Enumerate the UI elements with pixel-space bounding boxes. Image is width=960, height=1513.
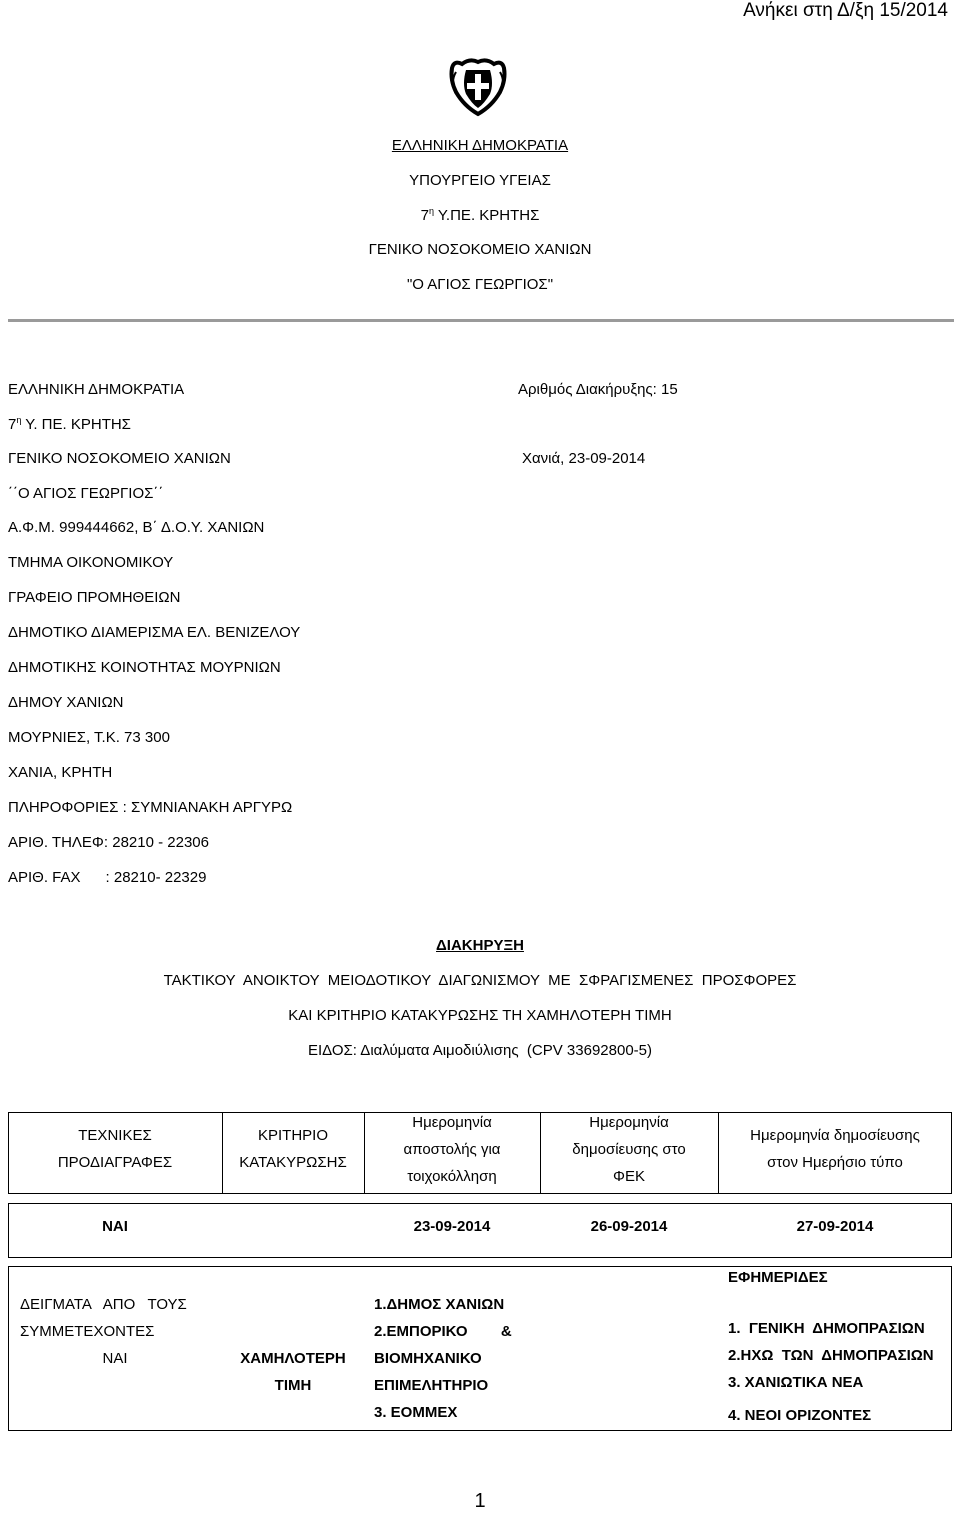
- header-line: αποστολής για: [403, 1141, 501, 1158]
- samples-line: ΔΕΙΓΜΑΤΑ ΑΠΟ ΤΟΥΣ: [20, 1296, 187, 1313]
- sender-district: ΔΗΜΟΤΙΚΟ ΔΙΑΜΕΡΙΣΜΑ ΕΛ. ΒΕΝΙΖΕΛΟΥ: [8, 624, 301, 641]
- letterhead-health-region: $7^\eta$ Υ.ΠΕ. ΚΡΗΤΗΣ: [420, 206, 540, 224]
- samples-line: ΣΥΜΜΕΤΕΧΟΝΤΕΣ: [20, 1323, 155, 1340]
- sender-postal-address: ΜΟΥΡΝΙΕΣ, Τ.Κ. 73 300: [8, 729, 170, 746]
- header-line: τοιχοκόλληση: [407, 1168, 497, 1185]
- header-line: ΚΑΤΑΚΥΡΩΣΗΣ: [239, 1154, 347, 1171]
- header-line: Ημερομηνία: [412, 1114, 492, 1131]
- letterhead-ministry: ΥΠΟΥΡΓΕΙΟ ΥΓΕΙΑΣ: [409, 172, 551, 189]
- sender-municipality: ΔΗΜΟΥ ΧΑΝΙΩΝ: [8, 694, 124, 711]
- header-line: στον Ημερήσιο τύπο: [767, 1154, 903, 1171]
- technical-specs-value: ΝΑΙ: [102, 1218, 128, 1235]
- place-and-date: Χανιά, 23-09-2014: [522, 450, 646, 467]
- header-divider: [8, 319, 954, 322]
- recipient-line: 1.ΔΗΜΟΣ ΧΑΝΙΩΝ: [374, 1296, 505, 1313]
- newspaper-item: 2.ΗΧΩ ΤΩΝ ΔΗΜΟΠΡΑΣΙΩΝ: [728, 1347, 934, 1364]
- recipient-line: ΕΠΙΜΕΛΗΤΗΡΙΟ: [374, 1377, 489, 1394]
- letterhead-republic: ΕΛΛΗΝΙΚΗ ΔΗΜΟΚΡΑΤΙΑ: [391, 137, 569, 154]
- criterion-line: ΤΙΜΗ: [274, 1377, 312, 1394]
- award-criterion-value: [222, 1345, 364, 1399]
- sender-hospital: ΓΕΝΙΚΟ ΝΟΣΟΚΟΜΕΙΟ ΧΑΝΙΩΝ: [8, 450, 231, 467]
- header-gazette-date: [540, 1109, 718, 1190]
- sender-community: ΔΗΜΟΤΙΚΗΣ ΚΟΙΝΟΤΗΤΑΣ ΜΟΥΡΝΙΩΝ: [8, 659, 281, 676]
- page-number: 1: [474, 1490, 486, 1512]
- announcement-heading: ΔΙΑΚΗΡΥΞΗ: [436, 937, 524, 954]
- header-line: ΚΡΙΤΗΡΙΟ: [257, 1127, 328, 1144]
- coat-of-arms-icon: [446, 54, 510, 118]
- sender-phone: ΑΡΙΘ. ΤΗΛΕΦ: 28210 - 22306: [8, 834, 209, 851]
- sender-contact-person: ΠΛΗΡΟΦΟΡΙΕΣ : ΣΥΜΝΙΑΝΑΚΗ ΑΡΓΥΡΩ: [8, 799, 293, 816]
- header-line: δημοσίευσης στο: [572, 1141, 686, 1158]
- announcement-item-type: ΕΙΔΟΣ: Διαλύματα Αιμοδιύλισης (CPV 33692800-5): [307, 1042, 652, 1059]
- sender-republic: ΕΛΛΗΝΙΚΗ ΔΗΜΟΚΡΑΤΙΑ: [8, 381, 185, 398]
- header-award-criterion: [222, 1122, 364, 1176]
- header-line: ΠΡΟΔΙΑΓΡΑΦΕΣ: [57, 1154, 173, 1171]
- samples-cell: [20, 1291, 210, 1372]
- sender-department: ΤΜΗΜΑ ΟΙΚΟΝΟΜΙΚΟΥ: [8, 554, 174, 571]
- announcement-number: Αριθμός Διακήρυξης: 15: [518, 381, 678, 398]
- criterion-line: ΧΑΜΗΛΟΤΕΡΗ: [240, 1350, 346, 1367]
- recipient-line: 3. ΕΟΜΜΕΧ: [374, 1404, 458, 1421]
- newspaper-item: 1. ΓΕΝΙΚΗ ΔΗΜΟΠΡΑΣΙΩΝ: [728, 1320, 925, 1337]
- document-reference-note: Ανήκει στη Δ/ξη 15/2014: [743, 0, 948, 21]
- newspaper-item: 4. ΝΕΟΙ ΟΡΙΖΟΝΤΕΣ: [728, 1407, 872, 1424]
- posting-recipients: [374, 1291, 512, 1426]
- header-technical-specs: [8, 1122, 222, 1176]
- sender-fax: ΑΡΙΘ. FAX : 28210- 22329: [8, 869, 207, 886]
- newspapers-list: [728, 1264, 934, 1429]
- announcement-subtitle-2: ΚΑΙ ΚΡΙΤΗΡΙΟ ΚΑΤΑΚΥΡΩΣΗΣ ΤΗ ΧΑΜΗΛΟΤΕΡΗ ΤΙΜΗ: [288, 1007, 672, 1024]
- header-line: ΦΕΚ: [613, 1168, 645, 1185]
- header-line: Ημερομηνία: [589, 1114, 669, 1131]
- posting-date-value: 23-09-2014: [413, 1218, 491, 1235]
- header-line: Ημερομηνία δημοσίευσης: [750, 1127, 920, 1144]
- recipient-line: ΒΙΟΜΗΧΑΝΙΚΟ: [374, 1350, 482, 1367]
- press-date-value: 27-09-2014: [796, 1218, 874, 1235]
- sender-hospital-name: ΄΄Ο ΑΓΙΟΣ ΓΕΩΡΓΙΟΣ΄΄: [8, 485, 164, 502]
- header-posting-date: [364, 1109, 540, 1190]
- sender-health-region: $7^\eta$ Υ. ΠΕ. ΚΡΗΤΗΣ: [8, 415, 131, 433]
- announcement-subtitle-1: ΤΑΚΤΙΚΟΥ ΑΝΟΙΚΤΟΥ ΜΕΙΟΔΟΤΙΚΟΥ ΔΙΑΓΩΝΙΣΜΟΥ ΜΕ ΣΦΡΑΓΙΣΜΕΝΕΣ ΠΡΟΣΦΟΡΕΣ: [163, 972, 797, 989]
- sender-office: ΓΡΑΦΕΙΟ ΠΡΟΜΗΘΕΙΩΝ: [8, 589, 181, 606]
- letterhead-hospital: ΓΕΝΙΚΟ ΝΟΣΟΚΟΜΕΙΟ ΧΑΝΙΩΝ: [368, 241, 592, 258]
- samples-required-value: ΝΑΙ: [102, 1350, 128, 1367]
- header-press-date: [718, 1122, 952, 1176]
- sender-city: ΧΑΝΙΑ, ΚΡΗΤΗ: [8, 764, 113, 781]
- recipient-line: 2.ΕΜΠΟΡΙΚΟ &: [374, 1323, 512, 1340]
- newspaper-item: 3. ΧΑΝΙΩΤΙΚΑ ΝΕΑ: [728, 1374, 864, 1391]
- header-line: ΤΕΧΝΙΚΕΣ: [78, 1127, 152, 1144]
- letterhead-hospital-name: "Ο ΑΓΙΟΣ ΓΕΩΡΓΙΟΣ": [406, 276, 554, 293]
- newspapers-heading: ΕΦΗΜΕΡΙΔΕΣ: [728, 1269, 828, 1286]
- gazette-date-value: 26-09-2014: [590, 1218, 668, 1235]
- sender-tax-id: Α.Φ.Μ. 999444662, Β΄ Δ.Ο.Υ. ΧΑΝΙΩΝ: [8, 519, 265, 536]
